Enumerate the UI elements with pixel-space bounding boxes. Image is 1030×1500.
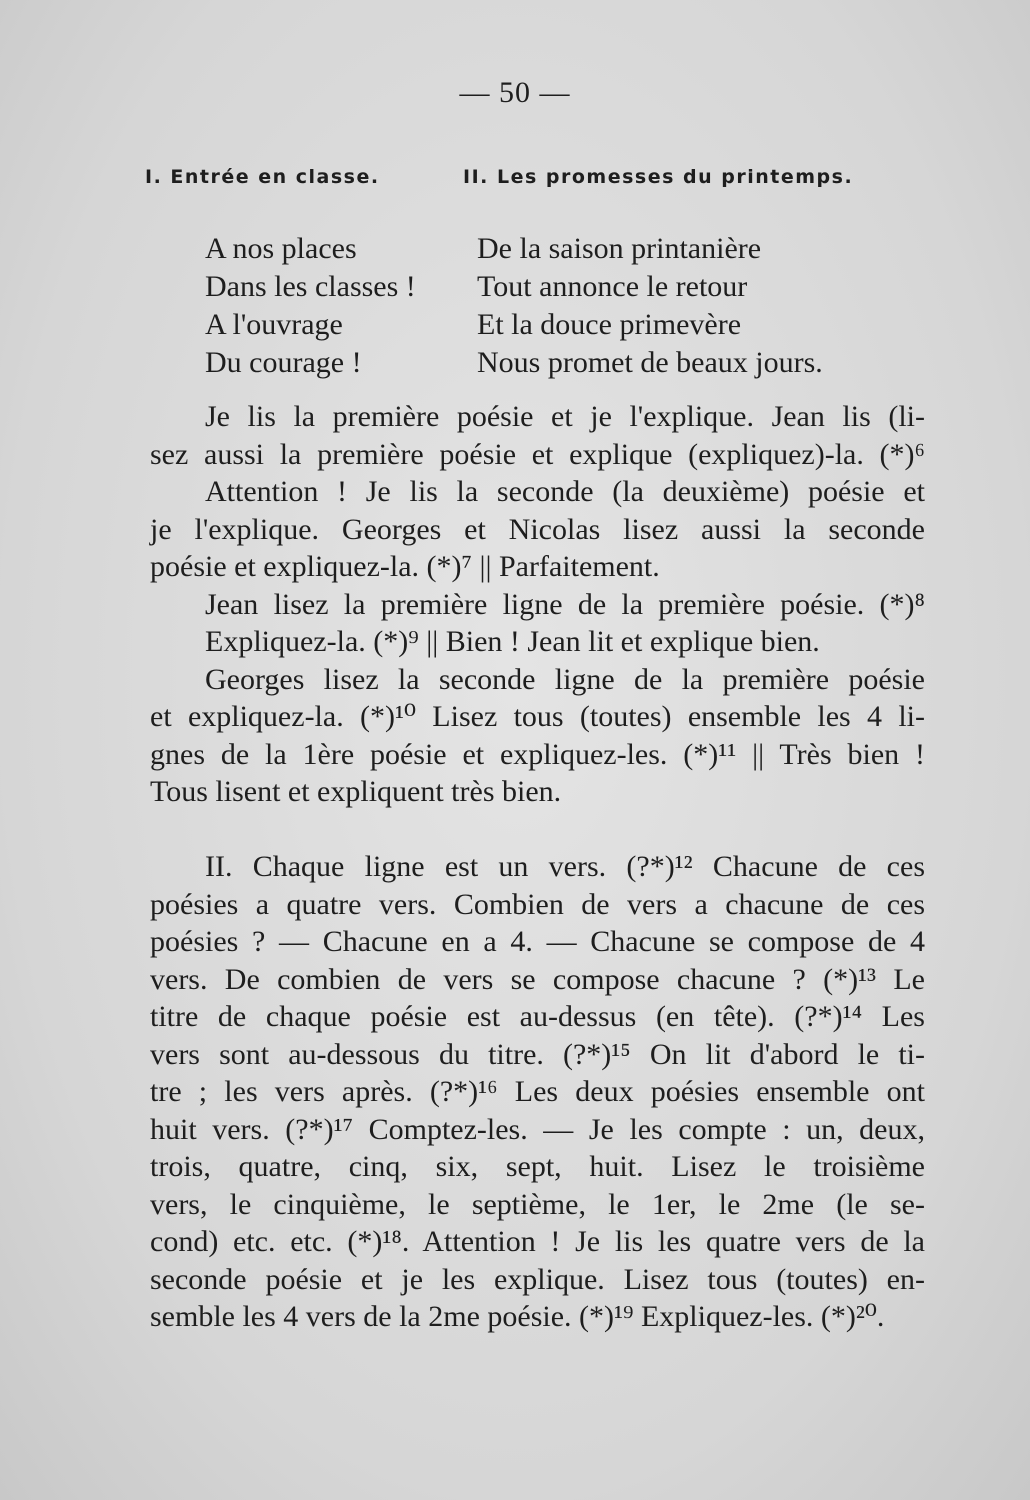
text-line: poésies a quatre vers. Combien de vers a chacune de ces [150, 887, 925, 921]
poem-2 [477, 230, 823, 382]
text-line: vers sont au-dessous du titre. (?*)¹⁵ On lit d'abord le ti- [150, 1037, 925, 1071]
poem-line: Nous promet de beaux jours. [477, 346, 823, 379]
text-line: cond) etc. etc. (*)¹⁸. Attention ! Je lis les quatre vers de la [150, 1225, 925, 1258]
poem-line: Et la douce primevère [477, 308, 742, 341]
poem-title-2: II. Les promesses du printemps. [463, 166, 854, 188]
page-number: — 50 — [459, 76, 571, 109]
poem-line: De la saison printanière [477, 232, 762, 265]
poem-1 [205, 230, 416, 382]
text-line: Jean lisez la première ligne de la première poésie. (*)⁸ [205, 587, 925, 621]
poem-line: A nos places [205, 232, 357, 265]
text-line: et expliquez-la. (*)¹⁰ Lisez tous (toutes) ensemble les 4 li- [150, 700, 925, 733]
text-line: tre ; les vers après. (?*)¹⁶ Les deux poésies ensemble ont [150, 1075, 925, 1108]
text-line: Tous lisent et expliquent très bien. [150, 775, 562, 808]
poem-line: Dans les classes ! [205, 270, 416, 303]
text-line: je l'explique. Georges et Nicolas lisez aussi la seconde [150, 512, 925, 546]
paragraph-2 [150, 848, 925, 1336]
text-line: Je lis la première poésie et je l'explique. Jean lis (li- [205, 400, 925, 433]
text-line: vers. De combien de vers se compose chacune ? (*)¹³ Le [150, 962, 925, 996]
text-line: sez aussi la première poésie et explique (expliquez)-la. (*)⁶ [150, 437, 925, 471]
text-line: gnes de la 1ère poésie et expliquez-les. (*)¹¹ || Très bien ! [150, 737, 925, 771]
text-line: poésies ? — Chacune en a 4. — Chacune se compose de 4 [150, 925, 925, 958]
poem-line: Du courage ! [205, 346, 362, 379]
text-line: vers, le cinquième, le septième, le 1er, le 2me (le se- [150, 1187, 925, 1221]
paragraph-1 [150, 398, 925, 811]
text-line: seconde poésie et je les explique. Lisez tous (toutes) en- [150, 1262, 925, 1296]
text-line: semble les 4 vers de la 2me poésie. (*)¹⁹ Expliquez-les. (*)²⁰. [150, 1300, 885, 1333]
text-line: II. Chaque ligne est un vers. (?*)¹² Chacune de ces [205, 850, 925, 883]
text-line: titre de chaque poésie est au-dessus (en tête). (?*)¹⁴ Les [150, 1000, 925, 1033]
text-line: Attention ! Je lis la seconde (la deuxième) poésie et [205, 475, 925, 508]
poem-line: Tout annonce le retour [477, 270, 748, 303]
text-line: poésie et expliquez-la. (*)⁷ || Parfaitement. [150, 550, 660, 583]
text-line: trois, quatre, cinq, six, sept, huit. Lisez le troisième [150, 1150, 925, 1183]
poem-title-1: I. Entrée en classe. [145, 166, 380, 188]
text-line: huit vers. (?*)¹⁷ Comptez-les. — Je les compte : un, deux, [150, 1112, 925, 1146]
poem-line: A l'ouvrage [205, 308, 343, 341]
text-line: Expliquez-la. (*)⁹ || Bien ! Jean lit et explique bien. [205, 625, 820, 658]
text-line: Georges lisez la seconde ligne de la première poésie [205, 662, 925, 696]
